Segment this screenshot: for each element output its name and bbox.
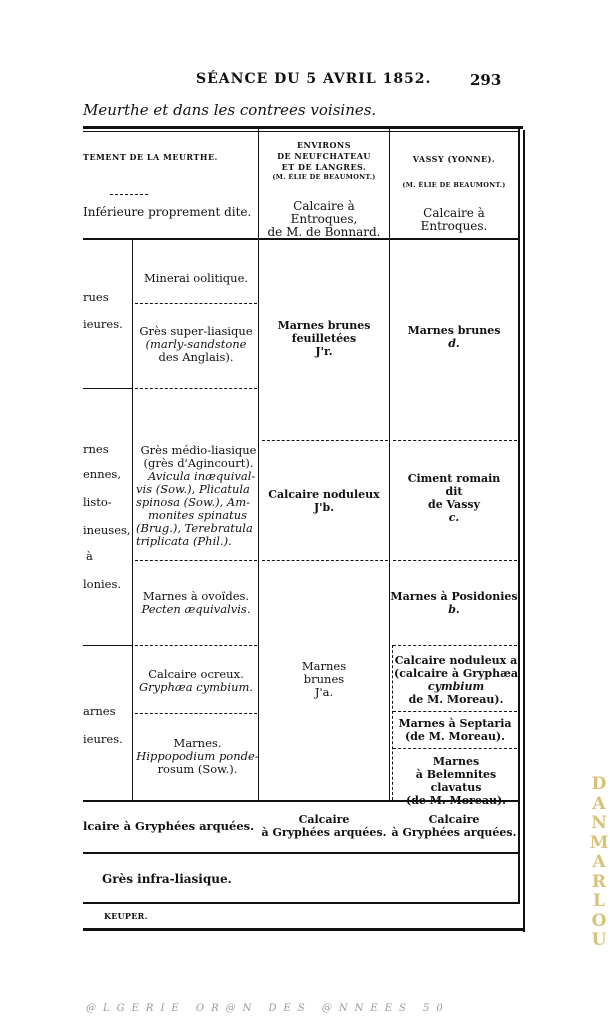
gres-med-l4: vis (Sow.), Plicatula [136, 482, 250, 496]
vassy-mb-l2: d. [448, 337, 460, 350]
gres-med-l5: spinosa (Sow.), Am- [136, 495, 251, 509]
gres-sup-l3: des Anglais). [158, 350, 234, 364]
neuf-cn-l2: J'b. [313, 501, 335, 514]
row-gryphees-mid [259, 813, 389, 839]
vassy-mp-l2: b. [448, 603, 460, 616]
cell-neuf-calcaire-noduleux [259, 488, 389, 514]
vassy-cr-l4: c. [448, 511, 460, 524]
calc-ocr-l2: Gryphæa cymbium. [138, 680, 254, 694]
vassy-cn-l3: cymbium [427, 680, 485, 693]
cell-vassy-belemnites [392, 755, 520, 807]
frag-c2: ieures. [83, 732, 123, 746]
dash-neuf-1 [262, 440, 388, 441]
cell-vassy-ciment [390, 472, 518, 524]
dash-neuf-2 [262, 560, 388, 561]
rule-left-2 [83, 645, 132, 646]
gres-sup-l1: Grès super-liasique [139, 324, 253, 338]
dash-meurthe-5 [135, 713, 257, 714]
vassy-mbe-l2: à Belemnites clavatus [415, 768, 497, 794]
vassy-cr-l1: Ciment romain [407, 472, 501, 485]
wm-letter: N [591, 813, 607, 833]
cell-neuf-marnes-2 [259, 660, 389, 699]
gres-med-l6: monites spinatus [148, 508, 248, 522]
frag-a2: ieures. [83, 317, 123, 331]
gryph-right-l1: Calcaire [428, 813, 480, 826]
neuf-mb-l2: feuilletées [291, 332, 357, 345]
cell-minerai: Minerai oolitique. [143, 271, 249, 285]
header-meurthe: TEMENT DE LA MEURTHE. [83, 152, 218, 162]
table-top-rule-inner [83, 131, 519, 132]
header-vassy: VASSY (YONNE). [412, 154, 496, 164]
gryph-mid-l1: Calcaire [298, 813, 350, 826]
neuf-m2-l3: J'a. [314, 685, 334, 699]
vassy-cr-l3: de Vassy [428, 498, 480, 511]
frag-b6: lonies. [83, 577, 122, 591]
marnes-h-l1: Marnes. [173, 736, 222, 750]
frag-b2: ennes, [83, 467, 121, 481]
frag-c1: arnes [83, 704, 116, 718]
frag-a1: rues [83, 290, 109, 304]
dash-vassy-4 [393, 711, 517, 712]
cell-gres-medio [136, 444, 261, 548]
gres-med-l3: Avicula inæquival- [148, 469, 256, 483]
watermark-danmarlou [588, 775, 610, 951]
header-neuf-base2: de M. de Bonnard. [267, 225, 381, 239]
vassy-cr-l2: dit [445, 485, 463, 498]
header-vassy-author: (M. ÉLIE DE BEAUMONT.) [402, 181, 506, 189]
header-neufchateau [259, 140, 389, 181]
dash-vassy-1 [393, 440, 517, 441]
dash-meurthe-3 [135, 560, 257, 561]
subtitle: Meurthe et dans les contrees voisines. [83, 101, 377, 119]
marnes-h-l2: Hippopodium ponde- [136, 749, 259, 763]
dash-meurthe-4 [135, 645, 257, 646]
frag-b3: listo- [83, 495, 112, 509]
wm-letter: L [593, 891, 605, 911]
calc-ocr-l1: Calcaire ocreux. [148, 667, 244, 681]
cell-gres-super [135, 325, 257, 364]
wm-letter: R [591, 871, 607, 892]
marnes-h-l3: rosum (Sow.). [157, 762, 238, 776]
frag-b4: ineuses, [83, 523, 131, 537]
row-keuper: KEUPER. [104, 911, 148, 921]
header-neuf-author: (M. ÉLIE DE BEAUMONT.) [272, 173, 376, 181]
gres-med-l7: (Brug.), Terebratula [136, 521, 253, 535]
rule-keuper-top [83, 902, 520, 904]
gryph-right-l2: à Gryphées arquées. [391, 826, 517, 839]
neuf-mb-l1: Marnes brunes [277, 319, 371, 332]
frag-b1: rnes [83, 442, 109, 456]
meurthe-inner-divider [132, 240, 133, 800]
header-meurthe-base: Inférieure proprement dite. [83, 205, 252, 219]
neuf-cn-l1: Calcaire noduleux [268, 488, 380, 501]
wm-letter: A [592, 852, 606, 872]
gres-med-l2: (grès d'Agincourt). [143, 456, 254, 470]
cell-vassy-marnes-brunes [390, 324, 518, 350]
footer-watermark: @LGERIE OR@N DES @NNEES 50 [86, 1003, 450, 1014]
dash-header-left [110, 194, 148, 195]
dash-vassy-3 [393, 645, 517, 646]
wm-letter: M [589, 832, 609, 853]
gryph-mid-l2: à Gryphées arquées. [261, 826, 387, 839]
neuf-m2-l2: brunes [303, 672, 345, 686]
neuf-m2-l1: Marnes [301, 659, 347, 673]
dash-meurthe-1 [135, 303, 257, 304]
row-gryphees-right [390, 813, 518, 839]
vassy-ms-l1: Marnes à Septaria [398, 717, 512, 730]
row-gryphees-left: lcaire à Gryphées arquées. [83, 819, 255, 833]
vassy-cn-l4: de M. Moreau). [408, 693, 504, 706]
vassy-mp-l1: Marnes à Posidonies [390, 590, 518, 603]
cell-calcaire-ocreux [135, 668, 257, 694]
vassy-cn-l1: Calcaire noduleux a [394, 654, 518, 667]
marnes-ov-l1: Marnes à ovoïdes. [142, 589, 250, 603]
vassy-mbe-l1: Marnes [432, 755, 480, 768]
dash-vassy-2 [393, 560, 517, 561]
cell-marnes-hippo [135, 737, 260, 776]
page-number: 293 [470, 71, 502, 89]
gres-med-l8: triplicata (Phil.). [136, 534, 232, 548]
page-title: SÉANCE DU 5 AVRIL 1852. [196, 71, 432, 87]
rule-gryphees-bottom [83, 852, 520, 854]
cell-neuf-marnes-brunes [259, 319, 389, 358]
table-right-border-outer [523, 130, 525, 932]
gres-med-l1: Grès médio-liasique [140, 443, 257, 457]
wm-letter: A [592, 793, 606, 814]
frag-b5: à [86, 549, 93, 563]
table-bottom-rule [83, 928, 523, 931]
header-neuf-line2: DE NEUFCHATEAU [277, 151, 371, 161]
dash-meurthe-2 [135, 388, 257, 389]
rule-left-1 [83, 388, 132, 389]
wm-letter: O [591, 910, 607, 931]
gres-sup-l2: (marly-sandstone [145, 337, 247, 351]
header-neuf-base [259, 200, 389, 239]
row-gres-infra: Grès infra-liasique. [102, 872, 232, 886]
cell-marnes-ovoides [135, 590, 257, 616]
cell-vassy-septaria [392, 717, 518, 743]
wm-letter: D [591, 774, 607, 794]
neuf-mb-l3: J'r. [315, 345, 333, 358]
cell-vassy-posidonies [390, 590, 518, 616]
vassy-mbe-l3: (de M. Moreau). [405, 794, 507, 807]
vassy-cn-l2: (calcaire à Gryphæa [394, 667, 518, 680]
header-vassy-base: Calcaire à Entroques. [420, 206, 488, 233]
cell-vassy-calc-nod [392, 654, 520, 706]
wm-letter: U [591, 930, 607, 950]
dash-vassy-5 [393, 748, 517, 749]
marnes-ov-l2: Pecten æquivalvis. [141, 602, 251, 616]
header-neuf-base1: Calcaire à Entroques, [290, 199, 358, 226]
table-top-rule [83, 126, 523, 129]
header-neuf-line3: ET DE LANGRES. [281, 162, 367, 172]
header-neuf-line1: ENVIRONS [296, 140, 352, 150]
vassy-ms-l2: (de M. Moreau). [404, 730, 506, 743]
vassy-mb-l1: Marnes brunes [407, 324, 501, 337]
